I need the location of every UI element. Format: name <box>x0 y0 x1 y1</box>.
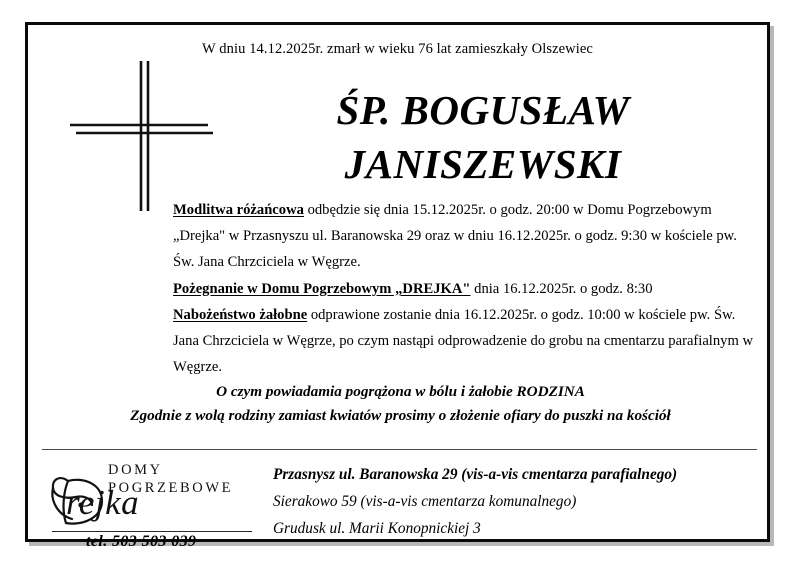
paragraph-lead: Nabożeństwo żałobne <box>173 306 308 323</box>
address-line: Sierakowo 59 (vis-a-vis cmentarza komunalnego) <box>273 493 577 510</box>
paragraph-lead: Modlitwa różańcowa <box>173 202 304 218</box>
cross-icon <box>58 61 213 211</box>
logo-telephone: tel. 503 503 039 <box>86 533 197 550</box>
notice-paragraph <box>173 197 758 276</box>
funeral-notice-card <box>25 22 770 550</box>
paragraph-text: odbędzie się dnia 15.12.2025r. o godz. 20:00 w Domu Pogrzebowym „Drejka" w Przasnyszu ul. Baranowska 29 oraz w dniu 16.12.2025r. o godz. 9:30 w kościele pw. Św. Jana Chrzciciela w Węgrze. <box>173 202 737 271</box>
notice-closing <box>42 380 759 428</box>
notice-header-text: W dniu 14.12.2025r. zmarł w wieku 76 lat zamieszkały Olszewiec <box>202 41 593 57</box>
notice-paragraph <box>173 302 758 381</box>
paragraph-text: dnia 16.12.2025r. o godz. 8:30 <box>470 280 653 297</box>
footer-divider <box>42 449 757 450</box>
paragraph-lead: Pożegnanie w Domu Pogrzebowym „DREJKA" <box>173 280 471 297</box>
logo-word-line2: POGRZEBOWE <box>108 480 234 496</box>
address-line: Przasnysz ul. Baranowska 29 (vis-a-vis cmentarza parafialnego) <box>273 466 678 483</box>
logo-brand-name: rejka <box>66 483 140 522</box>
deceased-name-line2: JANISZEWSKI <box>344 141 622 188</box>
paragraph-text: odprawione zostanie dnia 16.12.2025r. o godz. 10:00 w kościele pw. Św. Jana Chrzciciela w Węgrze, po czym nastąpi odprowadzenie do grobu na cmentarzu parafialnym w Węgrze. <box>173 306 753 376</box>
address-line: Grudusk ul. Marii Konopnickiej 3 <box>273 520 481 537</box>
funeral-home-logo <box>46 457 261 550</box>
logo-word-line1: DOMY <box>108 462 163 478</box>
branch-addresses <box>273 461 763 542</box>
closing-family-line: O czym powiadamia pogrążona w bólu i żałobie RODZINA <box>216 383 585 400</box>
notice-paragraph <box>173 276 758 302</box>
footer <box>28 451 767 550</box>
closing-donation-line: Zgodnie z wolą rodziny zamiast kwiatów prosimy o złożenie ofiary do puszki na kościół <box>130 407 671 424</box>
notice-body <box>173 197 758 380</box>
logo-rule <box>52 531 252 532</box>
deceased-name-line1: ŚP. BOGUSŁAW <box>336 87 630 133</box>
deceased-name <box>203 83 763 191</box>
